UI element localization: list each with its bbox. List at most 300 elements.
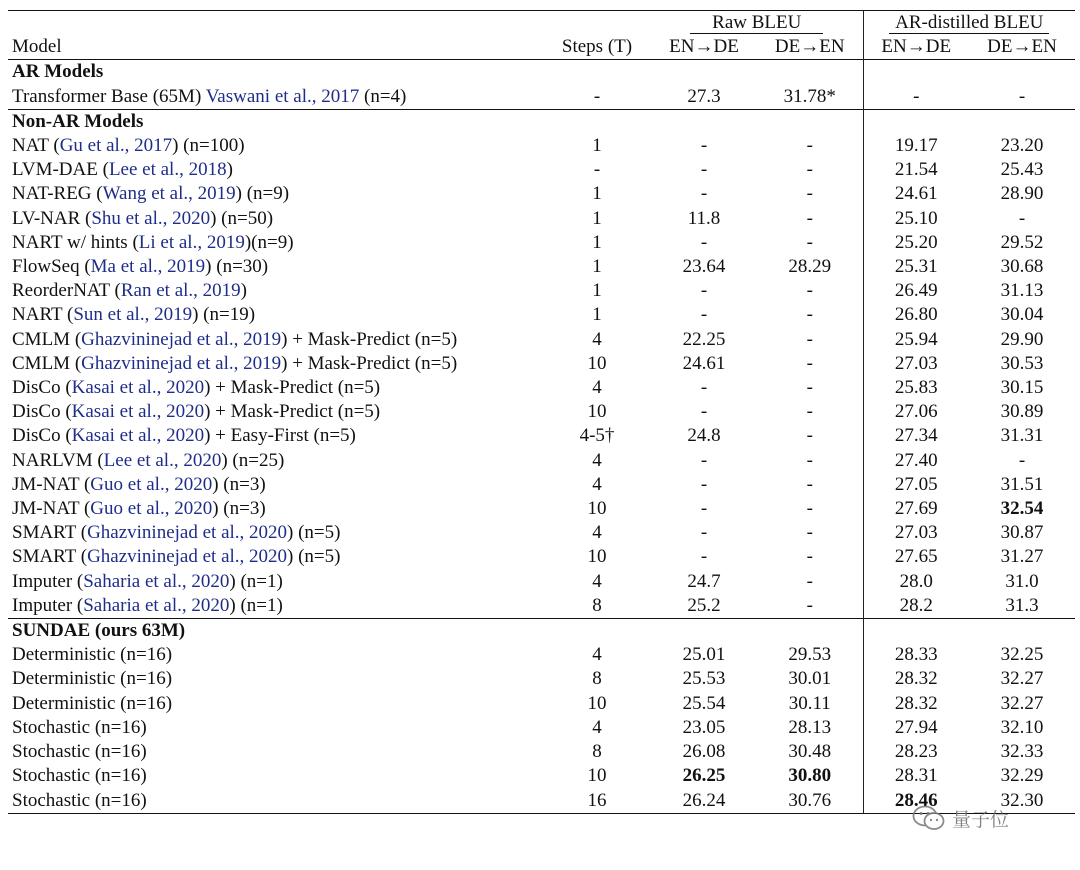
citation-link[interactable]: Kasai et al., 2020 [71, 377, 205, 399]
model-name: JM-NAT ( [12, 473, 91, 495]
table-row [8, 473, 1075, 497]
header-blank [543, 11, 651, 36]
model-name: NART ( [12, 304, 74, 326]
steps-cell: 4 [592, 522, 602, 544]
section-blank-cell [651, 619, 757, 644]
ar-de-en-cell: 29.52 [1000, 231, 1044, 253]
citation-link[interactable]: Vaswani et al., 2017 [205, 85, 360, 107]
raw-de-en-cell: - [806, 328, 813, 350]
table-row [8, 740, 1075, 764]
ar-de-en-cell: 32.29 [1000, 765, 1044, 787]
steps-cell: 4 [592, 570, 602, 592]
ar-de-en-cell: 32.33 [1000, 741, 1044, 763]
table-row [8, 158, 1075, 182]
citation-link[interactable]: Saharia et al., 2020 [83, 570, 230, 592]
raw-en-de-cell: 22.25 [682, 328, 726, 350]
results-table-body [8, 11, 1075, 814]
ar-en-de-cell: 28.0 [863, 570, 969, 594]
ar-de-en-cell: - [1018, 449, 1026, 471]
model-cell [8, 789, 543, 814]
table-row [8, 667, 1075, 691]
steps-cell: 4-5† [579, 425, 615, 447]
table-row [8, 449, 1075, 473]
ar-en-de-cell: 28.31 [863, 764, 969, 788]
ar-de-en-cell: 32.25 [1000, 644, 1044, 666]
model-cell [8, 303, 543, 327]
model-cell [8, 643, 543, 667]
raw-en-de-cell: - [700, 135, 708, 157]
ar-de-en-cell: 30.87 [1000, 522, 1044, 544]
raw-en-de-cell: - [700, 159, 708, 181]
citation-link[interactable]: Kasai et al., 2020 [71, 401, 205, 423]
ar-de-en-cell: 28.90 [1000, 183, 1044, 205]
model-suffix: ) (n=3) [212, 473, 266, 495]
raw-en-de-cell: - [700, 449, 708, 471]
citation-link[interactable]: Ghazvininejad et al., 2020 [87, 522, 288, 544]
raw-de-en-cell: - [806, 546, 813, 568]
ar-en-de-cell: 27.03 [863, 521, 969, 545]
model-name: NAT-REG ( [12, 183, 103, 205]
ar-en-de-cell: 27.06 [863, 400, 969, 424]
raw-de-en-cell: 28.13 [788, 716, 832, 738]
steps-cell: 4 [592, 473, 602, 495]
steps-cell: 1 [592, 256, 602, 278]
model-suffix: ) (n=9) [235, 183, 290, 205]
steps-cell: 4 [592, 716, 602, 738]
section-title: SUNDAE (ours 63M) [8, 619, 543, 644]
section-header-row [8, 60, 1075, 85]
ar-de-en-cell: 31.0 [1005, 570, 1039, 592]
raw-en-de-cell: 25.54 [682, 692, 726, 714]
ar-de-en-cell: 23.20 [1000, 135, 1044, 157]
raw-de-en-cell: - [806, 183, 813, 205]
ar-en-de-cell: 28.33 [863, 643, 969, 667]
model-suffix: ) (n=30) [205, 256, 269, 278]
raw-en-de-cell: - [700, 546, 708, 568]
table-row [8, 303, 1075, 327]
ar-de-en-cell: 32.27 [1000, 692, 1044, 714]
raw-de-en-cell: - [806, 570, 813, 592]
model-cell [8, 328, 543, 352]
ar-en-de-cell: 27.34 [863, 424, 969, 448]
model-suffix: ) (n=1) [229, 594, 283, 616]
table-row [8, 424, 1075, 448]
raw-de-en-cell: - [806, 498, 813, 520]
model-name: FlowSeq ( [12, 256, 91, 278]
model-name: Deterministic (n=16) [12, 668, 173, 690]
ar-en-de-cell: 27.65 [863, 545, 969, 569]
header-model: Model [12, 36, 62, 58]
model-suffix: ) (n=1) [229, 570, 283, 592]
steps-cell: 1 [592, 280, 602, 302]
model-cell [8, 716, 543, 740]
raw-bleu-label: Raw BLEU [690, 12, 823, 34]
model-cell [8, 473, 543, 497]
ar-de-en-cell: 31.3 [1005, 594, 1039, 616]
raw-de-en-cell: - [806, 522, 813, 544]
citation-link[interactable]: Ghazvininejad et al., 2019 [81, 352, 282, 374]
ar-en-de-cell: 26.49 [863, 279, 969, 303]
ar-de-en-cell: - [1018, 85, 1026, 107]
model-suffix: ) + Mask-Predict (n=5) [281, 352, 458, 374]
section-title: AR Models [8, 60, 543, 85]
ar-en-de-cell: 28.23 [863, 740, 969, 764]
raw-de-en-cell: 30.01 [788, 668, 832, 690]
raw-de-en-cell: - [806, 304, 813, 326]
raw-en-de-cell: - [700, 280, 708, 302]
model-cell [8, 231, 543, 255]
section-blank-cell [543, 109, 651, 134]
raw-en-de-cell: 26.25 [682, 765, 726, 787]
raw-de-en-cell: - [806, 473, 813, 495]
steps-cell: 10 [587, 401, 607, 423]
ar-en-de-cell: 28.2 [863, 594, 969, 619]
steps-cell: 10 [587, 546, 607, 568]
wechat-icon [912, 804, 946, 832]
section-blank-cell [757, 109, 863, 134]
ar-de-en-cell: 29.90 [1000, 328, 1044, 350]
raw-en-de-cell: 24.61 [682, 352, 726, 374]
model-name: SMART ( [12, 522, 88, 544]
header-row-groups [8, 11, 1075, 36]
table-row [8, 570, 1075, 594]
ar-de-en-cell: 32.54 [1000, 498, 1044, 520]
ar-de-en-cell: 31.31 [1000, 425, 1044, 447]
raw-en-de-cell: 26.24 [651, 789, 757, 814]
section-blank-cell [543, 619, 651, 644]
model-cell [8, 352, 543, 376]
ar-en-de-cell: 26.80 [863, 303, 969, 327]
steps-cell: 1 [592, 183, 602, 205]
model-name: NARLVM ( [12, 449, 104, 471]
header-raw-bleu [651, 11, 863, 36]
steps-cell: 1 [592, 135, 602, 157]
header-row-columns [8, 35, 1075, 60]
ar-en-de-cell: 27.94 [863, 716, 969, 740]
steps-cell: 10 [587, 352, 607, 374]
model-suffix: ) [226, 159, 233, 181]
model-suffix: ) + Mask-Predict (n=5) [281, 328, 458, 350]
ar-en-de-cell: 28.32 [863, 692, 969, 716]
model-name: Stochastic (n=16) [12, 789, 147, 811]
section-blank-cell [969, 109, 1075, 134]
steps-cell: 1 [592, 231, 602, 253]
citation-link[interactable]: Ma et al., 2019 [90, 256, 206, 278]
model-cell [8, 279, 543, 303]
model-suffix: ) (n=3) [212, 498, 266, 520]
steps-cell: 10 [587, 498, 607, 520]
ar-en-de-cell: 25.83 [863, 376, 969, 400]
ar-de-en-cell: 31.13 [1000, 280, 1044, 302]
header-ar-en-de: EN→DE [863, 35, 969, 60]
raw-en-de-cell: 27.3 [687, 85, 721, 107]
ar-de-en-cell: 31.27 [1000, 546, 1044, 568]
model-cell [8, 545, 543, 569]
ar-en-de-cell: 25.94 [863, 328, 969, 352]
model-suffix: ) [240, 280, 247, 302]
steps-cell: 16 [543, 789, 651, 814]
raw-en-de-cell: - [700, 473, 708, 495]
model-suffix: ) + Mask-Predict (n=5) [204, 377, 381, 399]
model-suffix: ) + Mask-Predict (n=5) [204, 401, 381, 423]
table-row [8, 376, 1075, 400]
model-name: DisCo ( [12, 425, 72, 447]
model-cell [8, 85, 543, 110]
model-name: ReorderNAT ( [12, 280, 121, 302]
section-blank-cell [863, 60, 969, 85]
steps-cell: 10 [587, 692, 607, 714]
citation-link[interactable]: Guo et al., 2020 [90, 473, 213, 495]
raw-de-en-cell: - [806, 159, 813, 181]
model-cell [8, 740, 543, 764]
ar-en-de-cell: 25.31 [863, 255, 969, 279]
ar-en-de-cell: 24.61 [863, 182, 969, 206]
raw-de-en-cell: - [806, 135, 813, 157]
model-name: Imputer ( [12, 594, 84, 616]
ar-en-de-cell: 25.10 [863, 207, 969, 231]
raw-en-de-cell: - [700, 231, 708, 253]
ar-en-de-cell: 21.54 [863, 158, 969, 182]
section-header-row [8, 109, 1075, 134]
ar-en-de-cell: 27.03 [863, 352, 969, 376]
model-name: SMART ( [12, 546, 88, 568]
section-blank-cell [651, 60, 757, 85]
section-blank-cell [863, 619, 969, 644]
header-ar-bleu [863, 11, 1075, 36]
steps-cell: 8 [592, 594, 602, 616]
model-name: CMLM ( [12, 352, 82, 374]
model-cell [8, 449, 543, 473]
model-name: Transformer Base (65M) [12, 85, 206, 107]
model-cell [8, 134, 543, 158]
section-blank-cell [651, 109, 757, 134]
model-name: Stochastic (n=16) [12, 716, 147, 738]
ar-en-de-cell: 27.05 [863, 473, 969, 497]
steps-label: Steps (T) [561, 36, 633, 58]
citation-link[interactable]: Saharia et al., 2020 [83, 594, 230, 616]
watermark-text: 量子位 [952, 808, 1010, 831]
raw-de-en-cell: 30.80 [788, 765, 832, 787]
section-blank-cell [543, 60, 651, 85]
steps-cell: - [593, 159, 601, 181]
raw-de-en-cell: - [806, 449, 813, 471]
raw-de-en-cell: - [806, 377, 813, 399]
ar-de-en-cell: 30.89 [1000, 401, 1044, 423]
raw-de-en-cell: - [806, 425, 813, 447]
table-row [8, 545, 1075, 569]
model-suffix: ) (n=5) [287, 522, 341, 544]
model-suffix: ) + Easy-First (n=5) [204, 425, 356, 447]
table-row [8, 400, 1075, 424]
raw-de-en-cell: - [806, 594, 813, 616]
section-blank-cell [969, 60, 1075, 85]
citation-link[interactable]: Guo et al., 2020 [90, 498, 213, 520]
citation-link[interactable]: Shu et al., 2020 [91, 207, 211, 229]
section-blank-cell [863, 109, 969, 134]
model-suffix: ) (n=50) [210, 207, 274, 229]
raw-en-de-cell: 11.8 [687, 207, 721, 229]
table-row [8, 85, 1075, 110]
raw-en-de-cell: 25.2 [687, 594, 721, 616]
steps-cell: 10 [587, 765, 607, 787]
model-name: DisCo ( [12, 377, 72, 399]
header-ar-de-en: DE→EN [987, 36, 1057, 58]
model-cell [8, 764, 543, 788]
raw-en-de-cell: 25.53 [682, 668, 726, 690]
header-raw-de-en: DE→EN [774, 36, 845, 58]
raw-en-de-cell: 24.7 [687, 570, 721, 592]
model-name: NART w/ hints ( [12, 231, 139, 253]
section-blank-cell [757, 60, 863, 85]
raw-en-de-cell: 23.64 [682, 256, 726, 278]
model-cell [8, 255, 543, 279]
model-cell [8, 497, 543, 521]
table-row [8, 182, 1075, 206]
ar-de-en-cell: 30.53 [1000, 352, 1044, 374]
citation-link[interactable]: Ghazvininejad et al., 2020 [87, 546, 288, 568]
model-name: Stochastic (n=16) [12, 741, 147, 763]
model-name: LVM-DAE ( [12, 159, 109, 181]
table-row [8, 692, 1075, 716]
section-title: Non-AR Models [8, 109, 543, 134]
raw-de-en-cell: 29.53 [788, 644, 832, 666]
table-row [8, 328, 1075, 352]
raw-de-en-cell: 28.29 [788, 256, 832, 278]
ar-de-en-cell: 25.43 [1000, 159, 1044, 181]
table-row [8, 764, 1075, 788]
section-header-row [8, 619, 1075, 644]
ar-en-de-cell: 28.46 [863, 789, 969, 814]
model-name: Imputer ( [12, 570, 84, 592]
steps-cell: 8 [592, 668, 602, 690]
model-cell [8, 667, 543, 691]
citation-link[interactable]: Kasai et al., 2020 [71, 425, 205, 447]
model-name: Deterministic (n=16) [12, 644, 173, 666]
ar-en-de-cell: - [863, 85, 969, 110]
ar-en-de-cell: 25.20 [863, 231, 969, 255]
model-cell [8, 424, 543, 448]
ar-de-en-cell: 32.30 [969, 789, 1075, 814]
model-name: CMLM ( [12, 328, 82, 350]
raw-en-de-cell: 23.05 [682, 716, 726, 738]
ar-de-en-cell: 30.68 [1000, 256, 1044, 278]
header-steps [543, 35, 651, 60]
citation-link[interactable]: Ghazvininejad et al., 2019 [81, 328, 282, 350]
model-cell [8, 521, 543, 545]
table-row [8, 134, 1075, 158]
model-suffix: ) (n=5) [287, 546, 341, 568]
raw-de-en-cell: 31.78* [783, 85, 836, 107]
model-name: Stochastic (n=16) [12, 765, 147, 787]
table-row [8, 643, 1075, 667]
citation-link[interactable]: Wang et al., 2019 [102, 183, 236, 205]
table-row [8, 594, 1075, 619]
results-table [8, 10, 1075, 814]
ar-de-en-cell: 32.10 [1000, 716, 1044, 738]
ar-en-de-cell: 19.17 [863, 134, 969, 158]
ar-en-de-cell: 27.69 [863, 497, 969, 521]
raw-en-de-cell: - [700, 522, 708, 544]
model-suffix: ) (n=25) [221, 449, 285, 471]
raw-de-en-cell: 30.11 [788, 692, 831, 714]
citation-link[interactable]: Lee et al., 2018 [108, 159, 227, 181]
raw-en-de-cell: - [700, 304, 708, 326]
model-name: Deterministic (n=16) [12, 692, 173, 714]
model-suffix: (n=4) [359, 85, 407, 107]
citation-link[interactable]: Li et al., 2019 [138, 231, 245, 253]
table-row [8, 352, 1075, 376]
ar-en-de-cell: 27.40 [863, 449, 969, 473]
model-cell [8, 692, 543, 716]
raw-de-en-cell: - [806, 207, 813, 229]
steps-cell: 1 [592, 304, 602, 326]
model-cell [8, 158, 543, 182]
steps-cell: 4 [592, 328, 602, 350]
watermark [912, 804, 1009, 832]
header-blank [8, 11, 543, 36]
table-row [8, 207, 1075, 231]
section-blank-cell [969, 619, 1075, 644]
model-suffix: ) (n=100) [172, 135, 245, 157]
ar-bleu-label: AR-distilled BLEU [889, 12, 1049, 34]
ar-en-de-cell: 28.32 [863, 667, 969, 691]
model-cell [8, 376, 543, 400]
raw-de-en-cell: - [806, 280, 813, 302]
model-cell [8, 182, 543, 206]
ar-de-en-cell: 32.27 [1000, 668, 1044, 690]
raw-en-de-cell: - [700, 498, 708, 520]
raw-de-en-cell: - [806, 231, 813, 253]
section-blank-cell [757, 619, 863, 644]
model-name: DisCo ( [12, 401, 72, 423]
table-row [8, 279, 1075, 303]
ar-de-en-cell: 30.04 [1000, 304, 1044, 326]
citation-link[interactable]: Lee et al., 2020 [103, 449, 222, 471]
raw-en-de-cell: 25.01 [682, 644, 726, 666]
steps-cell: 1 [592, 207, 602, 229]
steps-cell: 4 [592, 644, 602, 666]
ar-de-en-cell: 31.51 [1000, 473, 1044, 495]
steps-cell: 4 [592, 449, 602, 471]
model-name: NAT ( [12, 135, 60, 157]
raw-en-de-cell: 26.08 [682, 741, 726, 763]
model-suffix: )(n=9) [244, 231, 294, 253]
model-suffix: ) (n=19) [192, 304, 256, 326]
citation-link[interactable]: Gu et al., 2017 [59, 135, 173, 157]
raw-en-de-cell: 24.8 [687, 425, 721, 447]
model-cell [8, 400, 543, 424]
table-row [8, 255, 1075, 279]
steps-cell: - [593, 85, 601, 107]
table-row [8, 497, 1075, 521]
raw-en-de-cell: - [700, 183, 708, 205]
raw-en-de-cell: - [700, 377, 708, 399]
table-row [8, 716, 1075, 740]
raw-de-en-cell: 30.76 [757, 789, 863, 814]
raw-en-de-cell: - [700, 401, 708, 423]
table-row [8, 231, 1075, 255]
model-cell [8, 570, 543, 594]
citation-link[interactable]: Sun et al., 2019 [73, 304, 193, 326]
steps-cell: 8 [592, 741, 602, 763]
header-raw-en-de: EN→DE [669, 36, 739, 58]
ar-de-en-cell: - [1018, 207, 1026, 229]
table-row [8, 521, 1075, 545]
model-name: LV-NAR ( [12, 207, 92, 229]
citation-link[interactable]: Ran et al., 2019 [120, 280, 241, 302]
model-name: JM-NAT ( [12, 498, 91, 520]
raw-de-en-cell: - [806, 401, 813, 423]
